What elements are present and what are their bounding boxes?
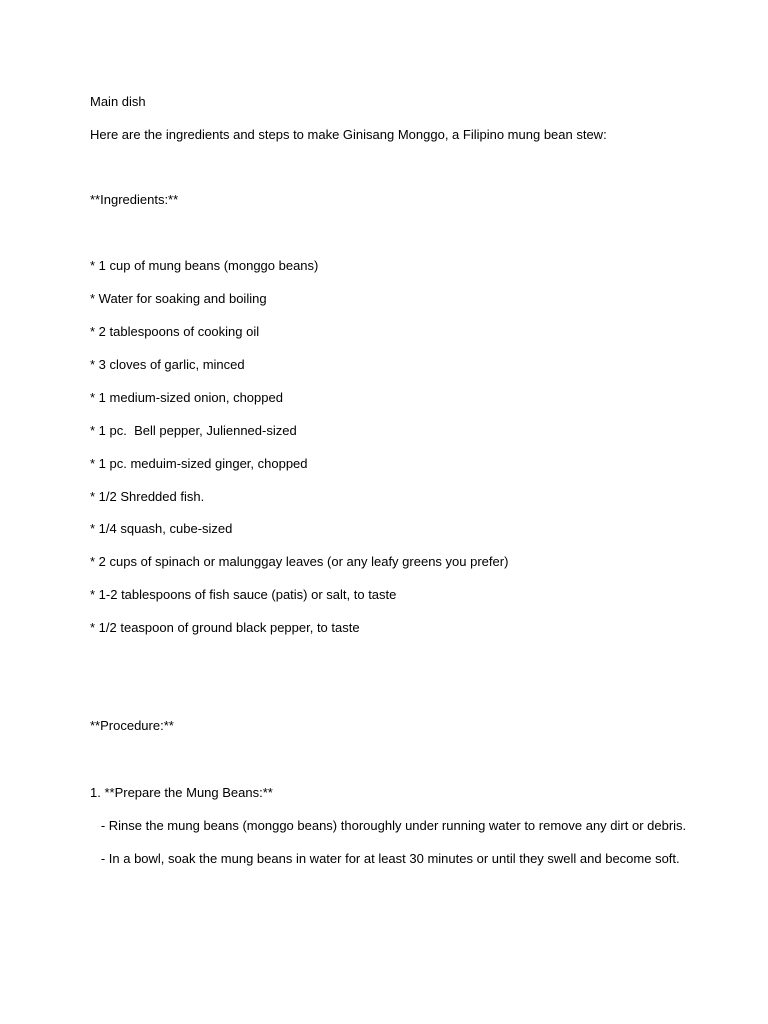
step-detail: - In a bowl, soak the mung beans in water for at least 30 minutes or until they swell and become soft.: [90, 851, 680, 866]
intro-text: Here are the ingredients and steps to make Ginisang Monggo, a Filipino mung bean stew:: [90, 127, 607, 142]
ingredient-item: * Water for soaking and boiling: [90, 291, 267, 306]
ingredient-item: * 1 medium-sized onion, chopped: [90, 390, 283, 405]
step-title: 1. **Prepare the Mung Beans:**: [90, 785, 273, 800]
ingredient-item: * 2 tablespoons of cooking oil: [90, 324, 260, 339]
ingredient-item: * 2 cups of spinach or malunggay leaves (or any leafy greens you prefer): [90, 554, 509, 569]
ingredient-item: * 1/4 squash, cube-sized: [90, 521, 233, 536]
procedure-heading: **Procedure:**: [90, 718, 174, 733]
ingredient-item: * 1-2 tablespoons of fish sauce (patis) or salt, to taste: [90, 587, 397, 602]
step-detail: - Rinse the mung beans (monggo beans) thoroughly under running water to remove any dirt or debris.: [90, 818, 687, 833]
ingredient-item: * 1 pc. meduim-sized ginger, chopped: [90, 456, 308, 471]
ingredient-item: * 1 cup of mung beans (monggo beans): [90, 258, 319, 273]
ingredient-item: * 1/2 Shredded fish.: [90, 489, 205, 504]
ingredient-item: * 1 pc. Bell pepper, Julienned-sized: [90, 423, 297, 438]
ingredients-heading: **Ingredients:**: [90, 192, 179, 207]
category-label: Main dish: [90, 94, 146, 109]
ingredient-item: * 3 cloves of garlic, minced: [90, 357, 245, 372]
ingredient-item: * 1/2 teaspoon of ground black pepper, to taste: [90, 620, 360, 635]
